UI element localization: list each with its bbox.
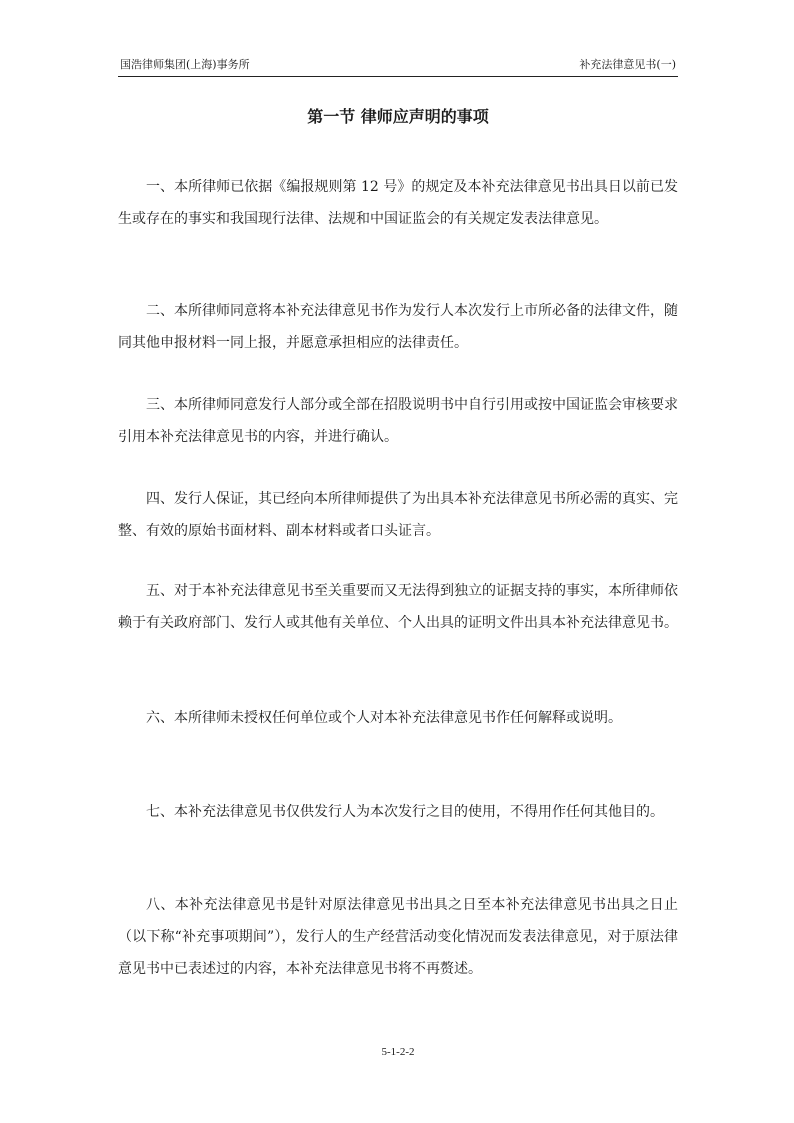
header-firm-name: 国浩律师集团(上海)事务所	[120, 58, 250, 71]
paragraph-8: 八、本补充法律意见书是针对原法律意见书出具之日至本补充法律意见书出具之日止（以下称“补充事项期间”），发行人的生产经营活动变化情况而发表法律意见，对于原法律意见书中已表述过的内容，本补充法律意见书将不再赘述。	[118, 897, 678, 977]
header-divider	[118, 76, 678, 77]
paragraph-5: 五、对于本补充法律意见书至关重要而又无法得到独立的证据支持的事实，本所律师依赖于有关政府部门、发行人或其他有关单位、个人出具的证明文件出具本补充法律意见书。	[118, 583, 678, 631]
paragraph-4: 四、发行人保证，其已经向本所律师提供了为出具本补充法律意见书所必需的真实、完整、有效的原始书面材料、副本材料或者口头证言。	[118, 491, 678, 539]
page-header	[118, 56, 678, 74]
paragraph-1: 一、本所律师已依据《编报规则第 12 号》的规定及本补充法律意见书出具日以前已发生或存在的事实和我国现行法律、法规和中国证监会的有关规定发表法律意见。	[118, 179, 678, 227]
paragraph-2: 二、本所律师同意将本补充法律意见书作为发行人本次发行上市所必备的法律文件，随同其他申报材料一同上报，并愿意承担相应的法律责任。	[118, 303, 678, 351]
paragraph-6: 六、本所律师未授权任何单位或个人对本补充法律意见书作任何解释或说明。	[146, 710, 622, 726]
header-document-title: 补充法律意见书(一)	[579, 58, 676, 71]
section-title: 第一节 律师应声明的事项	[307, 107, 489, 126]
paragraph-7: 七、本补充法律意见书仅供发行人为本次发行之目的使用，不得用作任何其他目的。	[146, 804, 664, 820]
paragraph-3: 三、本所律师同意发行人部分或全部在招股说明书中自行引用或按中国证监会审核要求引用本补充法律意见书的内容，并进行确认。	[118, 397, 678, 445]
page-number: 5-1-2-2	[381, 1046, 415, 1058]
